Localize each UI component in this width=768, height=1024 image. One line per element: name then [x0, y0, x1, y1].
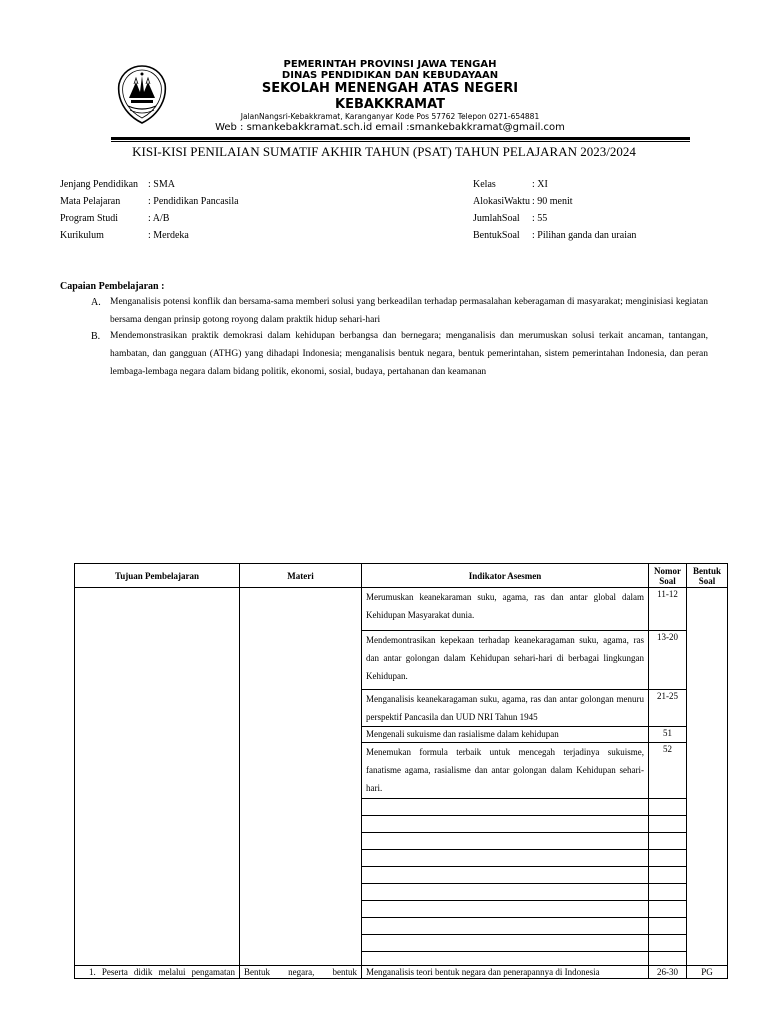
- cell-nomor: 26-30: [649, 966, 687, 979]
- capaian-marker-b: B.: [91, 331, 101, 342]
- info-label-bentuk: BentukSoal: [473, 230, 520, 241]
- cell-tujuan-merged: [75, 588, 240, 966]
- info-label-alokasi: AlokasiWaktu: [473, 196, 530, 207]
- info-label-kelas: Kelas: [473, 179, 496, 190]
- cell-indikator: Menganalisis keanekaragaman suku, agama, ras dan antar golongan menuru perspektif Pancasila dan UUD NRI Tahun 1945: [362, 690, 649, 727]
- capaian-marker-a: A.: [91, 297, 101, 308]
- header-bentuk: Bentuk Soal: [687, 564, 728, 588]
- empty-cell: [362, 867, 649, 884]
- document-title: KISI-KISI PENILAIAN SUMATIF AKHIR TAHUN (PSAT) TAHUN PELAJARAN 2023/2024: [132, 144, 636, 159]
- info-label-jumlah: JumlahSoal: [473, 213, 520, 224]
- header-rule-thin: [111, 141, 690, 142]
- header-government: PEMERINTAH PROVINSI JAWA TENGAH: [283, 59, 497, 70]
- info-value-mapel: : Pendidikan Pancasila: [148, 196, 239, 207]
- header-nomor: Nomor Soal: [649, 564, 687, 588]
- capaian-text-a: Menganalisis potensi konflik dan bersama-sama memberi solusi yang berkeadilan terhadap permasalahan keberagaman di masyarakat; menginisiasi kegiatan bersama dengan prinsip gotong royong dalam praktik hidup sehari-hari: [110, 297, 708, 325]
- empty-cell: [649, 935, 687, 952]
- capaian-heading: Capaian Pembelajaran :: [60, 281, 165, 292]
- empty-cell: [649, 884, 687, 901]
- empty-cell: [649, 816, 687, 833]
- info-value-prodi: : A/B: [148, 213, 170, 224]
- cell-indikator: Merumuskan keanekaraman suku, agama, ras dan antar global dalam Kehidupan Masyarakat dunia.: [362, 588, 649, 631]
- empty-cell: [649, 952, 687, 966]
- header-school-name: SEKOLAH MENENGAH ATAS NEGERI: [261, 81, 519, 96]
- cell-indikator: Mendemontrasikan kepekaan terhadap keanekaragaman suku, agama, ras dan antar golongan dalam Kehidupan sehari-hari di berbagai lingkungan Kehidupan.: [362, 631, 649, 690]
- header-department: DINAS PENDIDIKAN DAN KEBUDAYAAN: [281, 70, 499, 81]
- cell-nomor: 21-25: [649, 690, 687, 727]
- table-row: [75, 588, 728, 631]
- info-value-alokasi: : 90 menit: [532, 196, 573, 207]
- cell-tujuan: [75, 966, 240, 979]
- empty-cell: [362, 833, 649, 850]
- capaian-text-b: Mendemonstrasikan praktik demokrasi dalam kehidupan berbangsa dan bernegara; menganalisis dan merumuskan solusi terkait ancaman, tantangan, hambatan, dan gangguan (ATHG) yang dihadapi Indonesia; menganalisis bentuk negara, bentuk pemerintahan, sistem pemerintahan Indonesia, dan peran lembaga-lembaga negara dalam bidang politik, ekonomi, sosial, budaya, pertahanan dan keamanan: [110, 331, 708, 377]
- cell-bentuk-merged: [687, 588, 728, 966]
- empty-cell: [362, 935, 649, 952]
- cell-indikator: Menganalisis teori bentuk negara dan penerapannya di Indonesia: [362, 966, 649, 979]
- empty-cell: [649, 901, 687, 918]
- cell-nomor: 51: [649, 727, 687, 743]
- cell-bentuk: PG: [687, 966, 728, 979]
- empty-cell: [362, 884, 649, 901]
- header-web-email: Web : smankebakkramat.sch.id email :smankebakkramat@gmail.com: [215, 122, 565, 133]
- info-value-jumlah: : 55: [532, 213, 548, 224]
- cell-materi: [240, 966, 362, 979]
- header-address: JalanNangsri-Kebakkramat, Karanganyar Kode Pos 57762 Telepon 0271-654881: [240, 112, 540, 121]
- empty-cell: [362, 918, 649, 935]
- info-label-jenjang: Jenjang Pendidikan: [60, 179, 139, 190]
- header-school-location: KEBAKKRAMAT: [335, 97, 445, 112]
- header-rule-thick: [111, 137, 690, 140]
- cell-indikator: Menemukan formula terbaik untuk mencegah terjadinya sukuisme, fanatisme agama, rasialisme dan antar golongan dalam Kehidupan sehari-hari.: [362, 743, 649, 799]
- tujuan-text: 1. Peserta didik melalui pengamatan: [89, 967, 235, 977]
- cell-nomor: 52: [649, 743, 687, 799]
- empty-cell: [362, 901, 649, 918]
- info-value-jenjang: : SMA: [148, 179, 175, 190]
- province-emblem-logo: [116, 64, 168, 126]
- materi-text: Bentuk negara, bentuk: [244, 967, 357, 977]
- table-row: [75, 966, 728, 979]
- info-label-mapel: Mata Pelajaran: [60, 196, 121, 207]
- info-value-bentuk: : Pilihan ganda dan uraian: [532, 230, 637, 241]
- header-indikator: Indikator Asesmen: [362, 564, 649, 588]
- table-header-row: [75, 564, 728, 588]
- cell-nomor: 11-12: [649, 588, 687, 631]
- empty-cell: [362, 799, 649, 816]
- empty-cell: [362, 816, 649, 833]
- header-tujuan: Tujuan Pembelajaran: [75, 564, 240, 588]
- info-value-kelas: : XI: [532, 179, 548, 190]
- empty-cell: [362, 952, 649, 966]
- empty-cell: [649, 833, 687, 850]
- info-label-prodi: Program Studi: [60, 213, 119, 224]
- header-materi: Materi: [240, 564, 362, 588]
- empty-cell: [649, 867, 687, 884]
- cell-indikator: Mengenali sukuisme dan rasialisme dalam kehidupan: [362, 727, 649, 743]
- cell-materi-merged: [240, 588, 362, 966]
- cell-nomor: 13-20: [649, 631, 687, 690]
- info-label-kurikulum: Kurikulum: [60, 230, 104, 241]
- info-value-kurikulum: : Merdeka: [148, 230, 189, 241]
- empty-cell: [362, 850, 649, 867]
- empty-cell: [649, 850, 687, 867]
- empty-cell: [649, 918, 687, 935]
- empty-cell: [649, 799, 687, 816]
- assessment-grid-table: [74, 563, 728, 979]
